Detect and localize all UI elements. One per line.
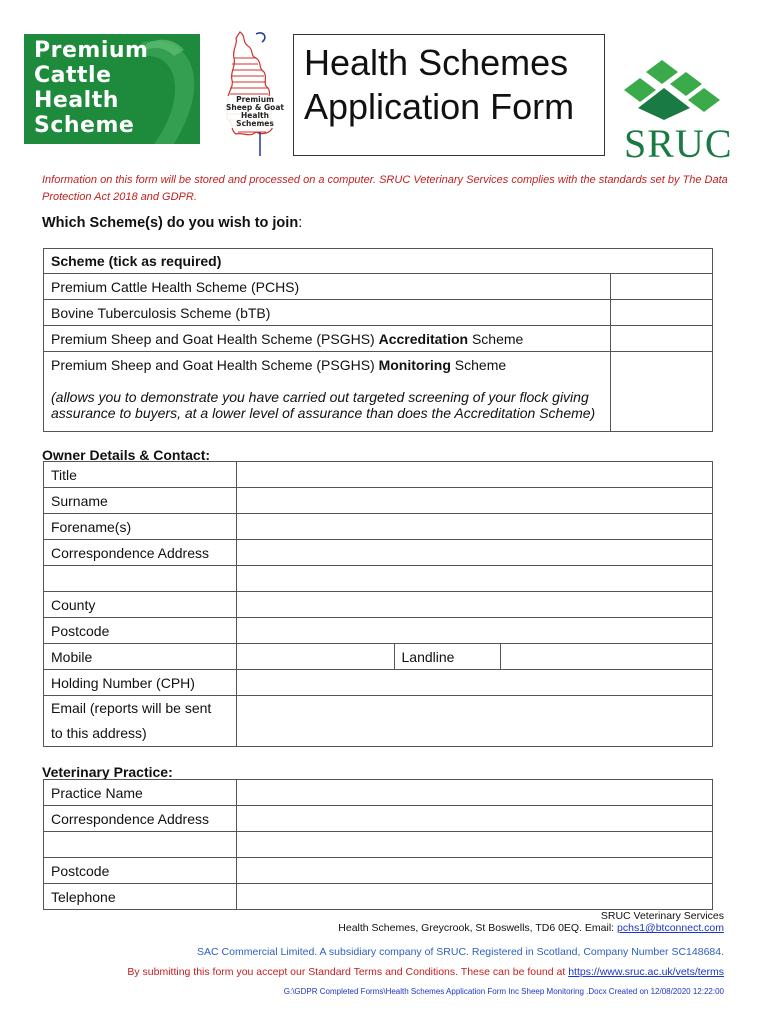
owner-details-table [43, 461, 713, 747]
scheme-question-text: Which Scheme(s) do you wish to join [42, 215, 299, 231]
table-row [44, 670, 713, 696]
footer-terms [127, 966, 724, 978]
pchs-line: Scheme [34, 113, 135, 138]
data-protection-notice: Information on this form will be stored and processed on a computer. SRUC Veterinary Services complies with the standards set by The Data Protection Act 2018 and GDPR. [42, 174, 728, 203]
vet-address-extra-label [44, 832, 237, 858]
table-row [44, 462, 713, 488]
psghs-logo [212, 28, 290, 156]
owner-address-line-2-field[interactable] [236, 566, 712, 592]
owner-county-label: County [44, 592, 237, 618]
vet-section-heading: Veterinary Practice: [42, 764, 173, 780]
email-label-line: Email (reports will be sent [51, 700, 212, 716]
vet-practice-table [43, 779, 713, 910]
table-row [44, 592, 713, 618]
owner-mobile-field[interactable] [236, 644, 394, 670]
vet-postcode-label: Postcode [44, 858, 237, 884]
vet-practice-name-field[interactable] [236, 780, 712, 806]
owner-section-heading: Owner Details & Contact: [42, 447, 211, 463]
pchs-logo [24, 34, 200, 144]
label-part: Premium Sheep and Goat Health Scheme (PSGHS) [51, 330, 379, 347]
title-line-1: Health Schemes [304, 42, 569, 83]
footer-email-link[interactable]: pchs1@btconnect.com [617, 922, 724, 934]
footer-org: SRUC Veterinary Services [600, 910, 724, 922]
footer-contact [338, 910, 724, 934]
scheme-pchs-label: Premium Cattle Health Scheme (PCHS) [44, 274, 611, 300]
scheme-table-header: Scheme (tick as required) [44, 249, 713, 274]
scheme-psghs-monitoring-label [44, 352, 611, 378]
owner-county-field[interactable] [236, 592, 712, 618]
sruc-logo [620, 58, 733, 166]
table-row [44, 832, 713, 858]
owner-address-extra-label [44, 566, 237, 592]
owner-email-field[interactable] [236, 696, 712, 747]
table-row [44, 540, 713, 566]
scheme-btb-label: Bovine Tuberculosis Scheme (bTB) [44, 300, 611, 326]
table-row [44, 884, 713, 910]
scheme-psghs-monitoring-tick-box[interactable] [611, 352, 713, 432]
table-row [44, 488, 713, 514]
email-label-line: to this address) [51, 725, 147, 741]
owner-title-label: Title [44, 462, 237, 488]
scheme-psghs-accreditation-label [44, 326, 611, 352]
table-row [44, 274, 713, 300]
scheme-btb-tick-box[interactable] [611, 300, 713, 326]
scheme-psghs-accreditation-tick-box[interactable] [611, 326, 713, 352]
footer-terms-text: By submitting this form you accept our Standard Terms and Conditions. These can be found at [127, 966, 569, 978]
footer-address-text: Health Schemes, Greycrook, St Boswells, TD6 0EQ. Email: [338, 922, 618, 934]
owner-cph-field[interactable] [236, 670, 712, 696]
table-row [44, 514, 713, 540]
footer-address [338, 922, 724, 934]
owner-postcode-field[interactable] [236, 618, 712, 644]
uk-map-icon [212, 28, 290, 156]
title-line-2: Application Form [304, 86, 575, 127]
owner-title-field[interactable] [236, 462, 712, 488]
monitoring-scheme-note: (allows you to demonstrate you have carried out targeted screening of your flock giving assurance to buyers, at a lower level of assurance than does the Accreditation Scheme) [44, 378, 611, 432]
label-emphasis: Accreditation [378, 330, 469, 347]
scheme-pchs-tick-box[interactable] [611, 274, 713, 300]
owner-postcode-label: Postcode [44, 618, 237, 644]
pchs-line: Cattle [34, 63, 112, 88]
footer-filepath: G:\GDPR Completed Forms\Health Schemes Application Form Inc Sheep Monitoring .Docx Created on 12/08/2020 12:22:00 [283, 987, 724, 996]
label-part: Scheme [468, 330, 524, 347]
psghs-line: Health Schemes [236, 111, 274, 128]
owner-landline-field[interactable] [501, 644, 713, 670]
pchs-line: Health [34, 88, 119, 113]
sruc-diamonds-icon [620, 58, 730, 120]
vet-telephone-field[interactable] [236, 884, 712, 910]
owner-forenames-label: Forename(s) [44, 514, 237, 540]
footer-terms-link[interactable]: https://www.sruc.ac.uk/vets/terms [568, 966, 724, 978]
psghs-line: Sheep & Goat [225, 103, 284, 112]
owner-address-label: Correspondence Address [44, 540, 237, 566]
owner-email-label [44, 696, 237, 747]
vet-postcode-field[interactable] [236, 858, 712, 884]
owner-surname-label: Surname [44, 488, 237, 514]
table-row [44, 326, 713, 352]
table-row [44, 858, 713, 884]
scheme-question [42, 215, 302, 231]
vet-practice-name-label: Practice Name [44, 780, 237, 806]
table-row [44, 696, 713, 747]
footer-company: SAC Commercial Limited. A subsidiary company of SRUC. Registered in Scotland, Company Number SC148684. [197, 946, 724, 958]
pchs-line: Premium [34, 38, 149, 63]
label-emphasis: Monitoring [378, 356, 451, 373]
table-row [44, 300, 713, 326]
vet-address-line-2-field[interactable] [236, 832, 712, 858]
sruc-wordmark: SRUC [624, 121, 733, 166]
owner-cph-label: Holding Number (CPH) [44, 670, 237, 696]
vet-address-field[interactable] [236, 806, 712, 832]
table-row [44, 780, 713, 806]
table-row [44, 566, 713, 592]
table-row [44, 618, 713, 644]
owner-mobile-label: Mobile [44, 644, 237, 670]
scheme-table [43, 248, 713, 432]
vet-address-label: Correspondence Address [44, 806, 237, 832]
owner-landline-label: Landline [394, 644, 501, 670]
owner-surname-field[interactable] [236, 488, 712, 514]
psghs-line: Premium [236, 95, 274, 104]
scheme-question-colon: : [298, 215, 303, 231]
table-row [44, 806, 713, 832]
vet-telephone-label: Telephone [44, 884, 237, 910]
page-title [293, 34, 605, 156]
owner-forenames-field[interactable] [236, 514, 712, 540]
label-part: Scheme [450, 356, 507, 373]
owner-address-field[interactable] [236, 540, 712, 566]
table-row [44, 644, 713, 670]
label-part: Premium Sheep and Goat Health Scheme (PSGHS) [51, 356, 379, 373]
table-row [44, 352, 713, 378]
